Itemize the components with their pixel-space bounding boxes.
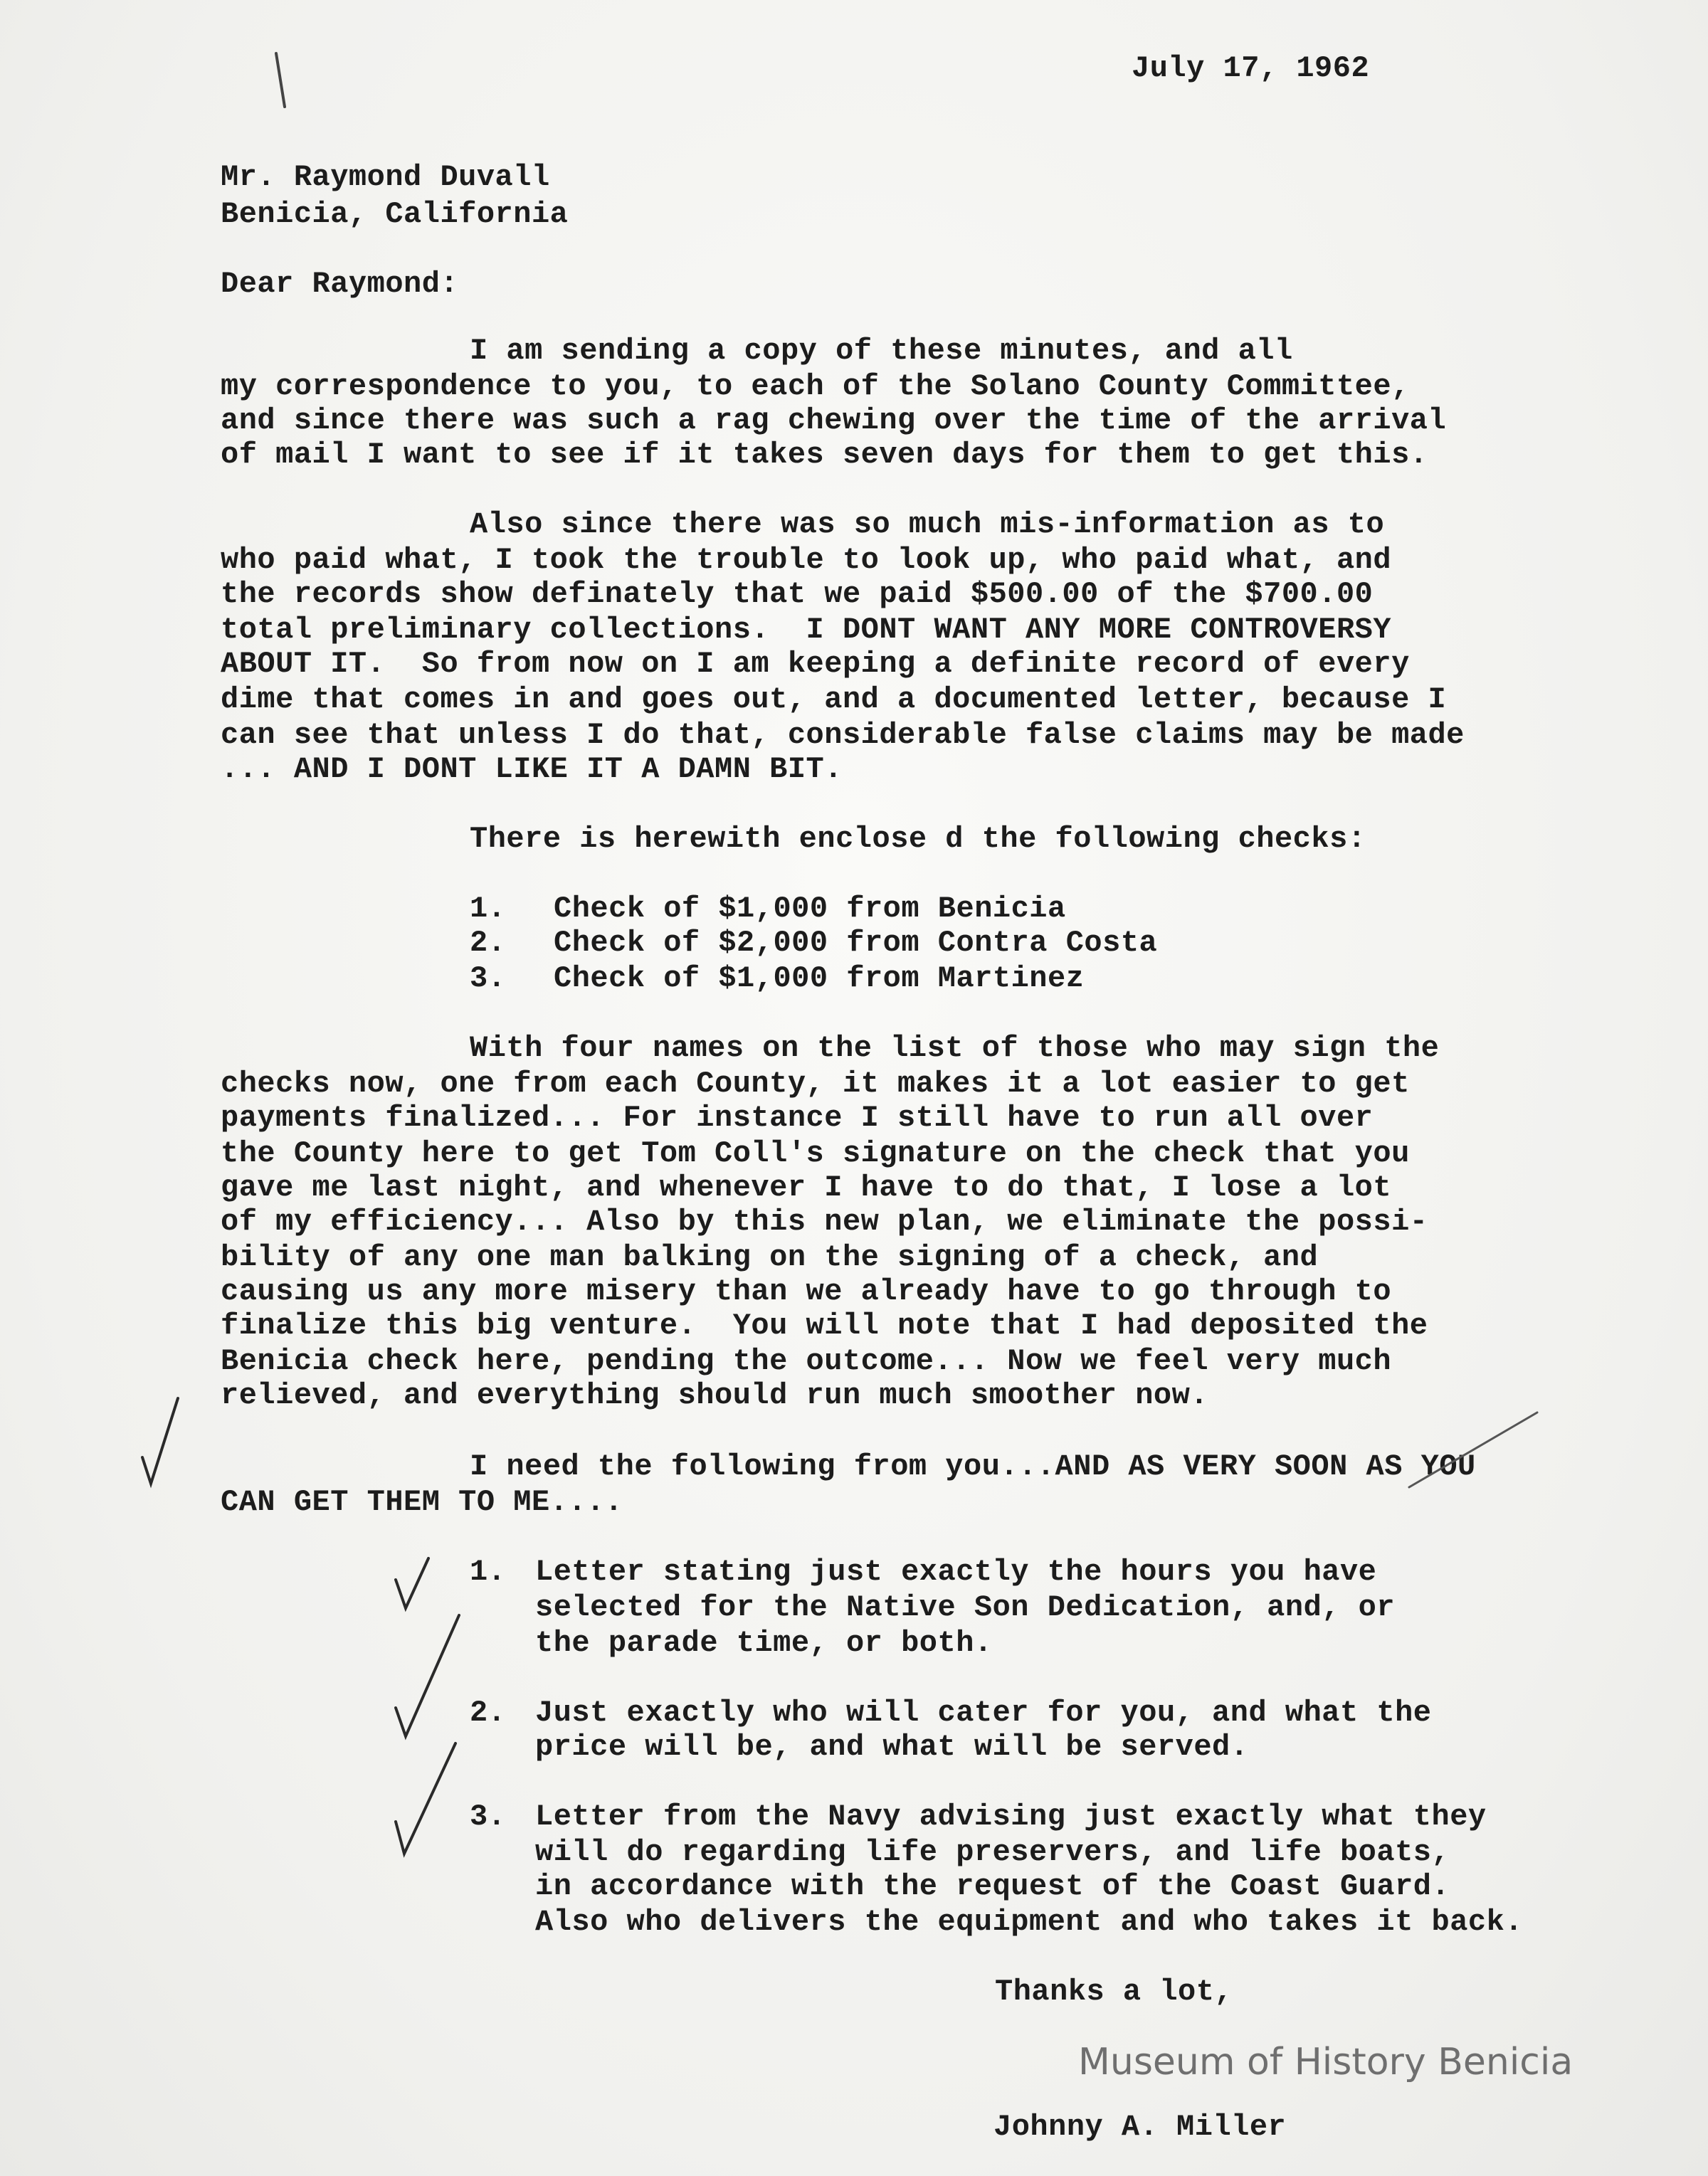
para1-line: my correspondence to you, to each of the Solano County Committee, xyxy=(221,369,1410,403)
recipient-city: Benicia, California xyxy=(221,197,569,231)
para3-line: With four names on the list of those who may sign the xyxy=(470,1031,1440,1065)
request-line: Just exactly who will cater for you, and what the xyxy=(535,1696,1432,1730)
request-line: in accordance with the request of the Coast Guard. xyxy=(535,1869,1450,1903)
pen-stroke-icon xyxy=(1409,1412,1537,1487)
check-mark-icon xyxy=(396,1743,455,1854)
request-line: price will be, and what will be served. xyxy=(535,1730,1249,1764)
para3-line: checks now, one from each County, it makes it a lot easier to get xyxy=(221,1067,1410,1101)
request-line: will do regarding life preservers, and life boats, xyxy=(535,1835,1450,1869)
salutation: Dear Raymond: xyxy=(221,267,459,301)
para3-line: causing us any more misery than we already have to go through to xyxy=(221,1274,1392,1309)
checks-intro: There is herewith enclose d the following checks: xyxy=(470,822,1366,856)
para1-line: I am sending a copy of these minutes, and all xyxy=(470,334,1293,368)
pen-stroke-icon xyxy=(276,53,285,107)
para2-line: the records show definately that we paid $500.00 of the $700.00 xyxy=(221,577,1374,611)
request-number: 1. xyxy=(470,1555,506,1589)
letter-date: July 17, 1962 xyxy=(1132,51,1370,85)
para2-line: total preliminary collections. I DONT WANT ANY MORE CONTROVERSY xyxy=(221,613,1392,647)
request-line: selected for the Native Son Dedication, and, or xyxy=(535,1590,1396,1625)
request-line: Also who delivers the equipment and who takes it back. xyxy=(535,1905,1524,1939)
para4-line: I need the following from you...AND AS VERY SOON AS YOU xyxy=(470,1449,1476,1484)
request-line: Letter from the Navy advising just exactly what they xyxy=(535,1800,1487,1834)
para3-line: finalize this big venture. You will note that I had deposited the xyxy=(221,1309,1428,1343)
para4-line: CAN GET THEM TO ME.... xyxy=(221,1485,623,1519)
check-mark-icon xyxy=(396,1615,459,1736)
para2-line: ABOUT IT. So from now on I am keeping a definite record of every xyxy=(221,647,1410,681)
para3-line: the County here to get Tom Coll's signature on the check that you xyxy=(221,1136,1410,1171)
para2-line: Also since there was so much mis-information as to xyxy=(470,507,1385,542)
para1-line: and since there was such a rag chewing over the time of the arrival xyxy=(221,403,1447,438)
check-number: 3. xyxy=(470,961,506,995)
para2-line: dime that comes in and goes out, and a documented letter, because I xyxy=(221,682,1447,717)
request-line: the parade time, or both. xyxy=(535,1626,993,1660)
check-mark-icon xyxy=(142,1398,178,1484)
request-number: 2. xyxy=(470,1696,506,1730)
check-item: Check of $2,000 from Contra Costa xyxy=(554,926,1158,960)
request-line: Letter stating just exactly the hours you have xyxy=(535,1555,1377,1589)
closing: Thanks a lot, xyxy=(995,1975,1233,2009)
para3-line: Benicia check here, pending the outcome... Now we feel very much xyxy=(221,1344,1392,1378)
check-number: 1. xyxy=(470,892,506,926)
para2-line: who paid what, I took the trouble to look up, who paid what, and xyxy=(221,543,1392,577)
signature: Johnny A. Miller xyxy=(993,2110,1287,2144)
check-mark-icon xyxy=(396,1558,428,1608)
check-item: Check of $1,000 from Martinez xyxy=(554,961,1085,995)
para2-line: can see that unless I do that, considerable false claims may be made xyxy=(221,718,1465,752)
para1-line: of mail I want to see if it takes seven days for them to get this. xyxy=(221,438,1428,472)
check-item: Check of $1,000 from Benicia xyxy=(554,892,1066,926)
para3-line: payments finalized... For instance I still have to run all over xyxy=(221,1101,1374,1135)
para3-line: of my efficiency... Also by this new plan, we eliminate the possi- xyxy=(221,1205,1428,1239)
museum-watermark: Museum of History Benicia xyxy=(1078,2041,1573,2083)
para3-line: bility of any one man balking on the signing of a check, and xyxy=(221,1240,1319,1274)
request-number: 3. xyxy=(470,1800,506,1834)
check-number: 2. xyxy=(470,926,506,960)
para2-line: ... AND I DONT LIKE IT A DAMN BIT. xyxy=(221,752,843,786)
para3-line: relieved, and everything should run much smoother now. xyxy=(221,1378,1209,1412)
para3-line: gave me last night, and whenever I have to do that, I lose a lot xyxy=(221,1171,1392,1205)
recipient-name: Mr. Raymond Duvall xyxy=(221,160,550,194)
